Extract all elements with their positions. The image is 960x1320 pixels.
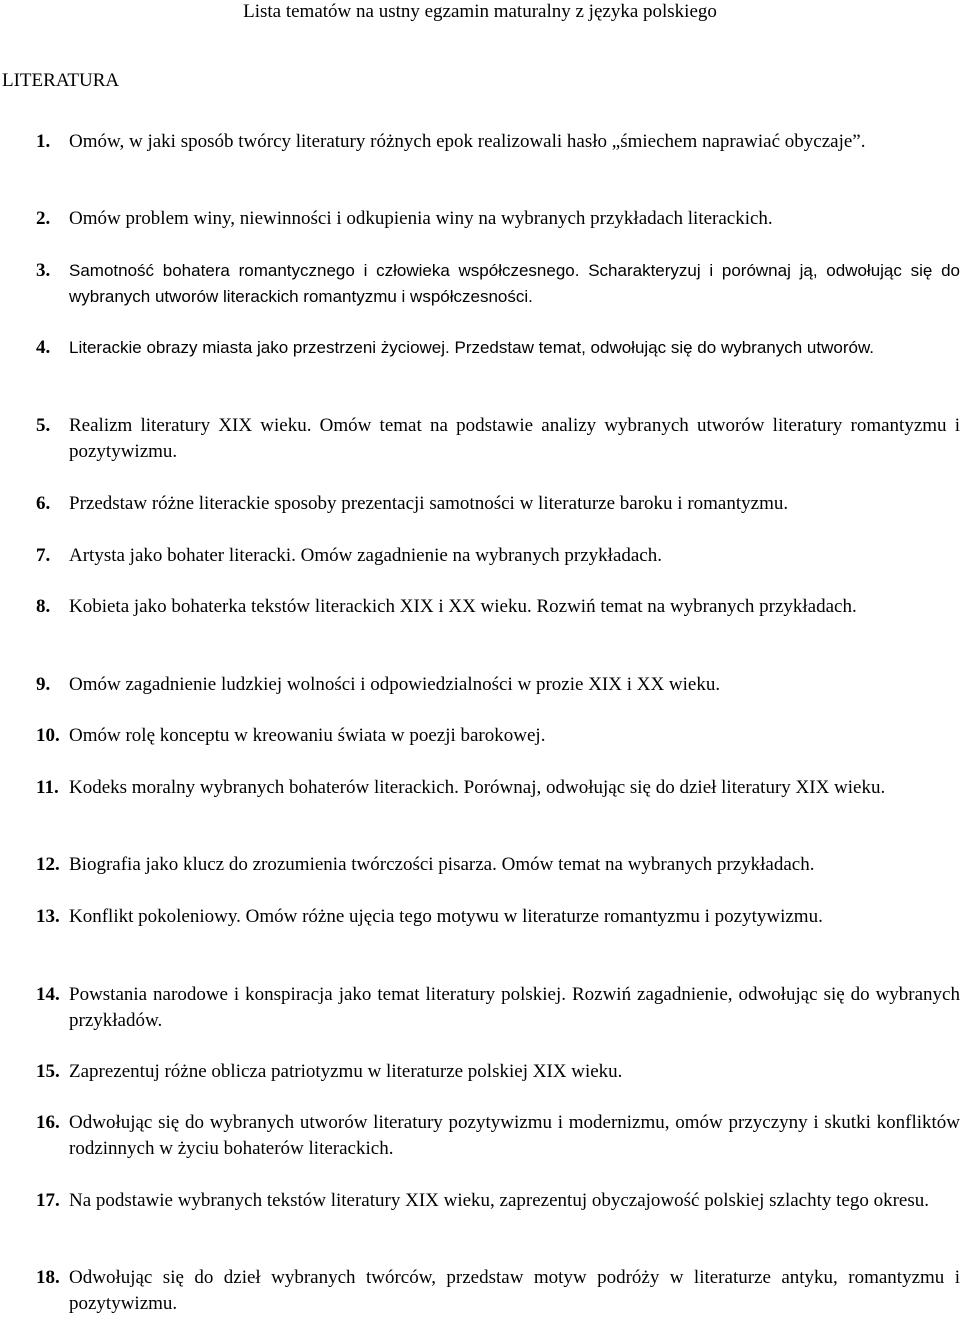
topic-number: 16. (36, 1112, 60, 1133)
topic-number: 4. (36, 337, 51, 358)
topic-number: 17. (36, 1190, 60, 1211)
section-heading-literatura: LITERATURA (2, 70, 120, 91)
topic-item-1 (36, 129, 960, 155)
topic-text: Omów rolę konceptu w kreowaniu świata w poezji barokowej. (69, 725, 546, 746)
topic-text: Odwołując się do dzieł wybranych twórców, przedstaw motyw podróży w literaturze antyku, romantyzmu i pozytywizmu. (69, 1267, 960, 1314)
topic-item-12 (36, 852, 960, 878)
topic-number: 12. (36, 854, 60, 875)
document-title: Lista tematów na ustny egzamin maturalny z języka polskiego (243, 1, 717, 22)
topic-text: Realizm literatury XIX wieku. Omów temat na podstawie analizy wybranych utworów literatury romantyzmu i pozytywizmu. (69, 415, 960, 462)
topic-text: Omów zagadnienie ludzkiej wolności i odpowiedzialności w prozie XIX i XX wieku. (69, 674, 721, 695)
topic-item-17 (36, 1188, 960, 1214)
topic-item-10 (36, 723, 960, 749)
topic-item-9 (36, 672, 960, 698)
topic-number: 8. (36, 596, 51, 617)
topic-text: Artysta jako bohater literacki. Omów zagadnienie na wybranych przykładach. (69, 545, 662, 566)
topic-item-3 (36, 258, 960, 310)
topic-number: 15. (36, 1061, 60, 1082)
topic-item-16 (36, 1110, 960, 1162)
topic-text: Powstania narodowe i konspiracja jako temat literatury polskiej. Rozwiń zagadnienie, odwołując się do wybranych przykładów. (69, 984, 960, 1031)
topic-text: Kodeks moralny wybranych bohaterów literackich. Porównaj, odwołując się do dzieł literatury XIX wieku. (69, 777, 886, 798)
topic-item-13 (36, 904, 960, 930)
topic-number: 7. (36, 545, 51, 566)
topic-text: Omów problem winy, niewinności i odkupienia winy na wybranych przykładach literackich. (69, 208, 773, 229)
topic-text: Kobieta jako bohaterka tekstów literackich XIX i XX wieku. Rozwiń temat na wybranych przykładach. (69, 596, 857, 617)
topic-text: Zaprezentuj różne oblicza patriotyzmu w literaturze polskiej XIX wieku. (69, 1061, 623, 1082)
topic-text: Biografia jako klucz do zrozumienia twórczości pisarza. Omów temat na wybranych przykładach. (69, 854, 815, 875)
topic-item-8 (36, 594, 960, 620)
topic-text: Odwołując się do wybranych utworów literatury pozytywizmu i modernizmu, omów przyczyny i skutki konfliktów rodzinnych w życiu bohaterów literackich. (69, 1112, 960, 1159)
topic-number: 6. (36, 493, 51, 514)
topic-text: Przedstaw różne literackie sposoby prezentacji samotności w literaturze baroku i romantyzmu. (69, 493, 789, 514)
topic-item-14 (36, 982, 960, 1034)
topic-item-6 (36, 491, 960, 517)
topic-number: 3. (36, 260, 51, 281)
topic-text: Samotność bohatera romantycznego i człowieka współczesnego. Scharakteryzuj i porównaj ją, odwołując się do wybranych utworów literackich romantyzmu i współczesności. (69, 261, 960, 306)
topic-item-11 (36, 775, 960, 801)
topic-number: 18. (36, 1267, 60, 1288)
topic-item-18 (36, 1265, 960, 1317)
topic-number: 13. (36, 906, 60, 927)
topic-item-7 (36, 543, 960, 569)
topic-number: 1. (36, 131, 51, 152)
topic-number: 10. (36, 725, 60, 746)
topic-text: Konflikt pokoleniowy. Omów różne ujęcia tego motywu w literaturze romantyzmu i pozytywizmu. (69, 906, 823, 927)
topic-item-4 (36, 335, 960, 361)
topic-number: 9. (36, 674, 51, 695)
topic-text: Na podstawie wybranych tekstów literatury XIX wieku, zaprezentuj obyczajowość polskiej szlachty tego okresu. (69, 1190, 930, 1211)
topic-item-2 (36, 206, 960, 232)
topic-number: 14. (36, 984, 60, 1005)
topic-text: Omów, w jaki sposób twórcy literatury różnych epok realizowali hasło „śmiechem naprawiać obyczaje”. (69, 131, 866, 152)
topic-text: Literackie obrazy miasta jako przestrzeni życiowej. Przedstaw temat, odwołując się do wybranych utworów. (69, 338, 875, 357)
topic-number: 2. (36, 208, 51, 229)
topic-item-15 (36, 1059, 960, 1085)
topic-number: 5. (36, 415, 51, 436)
topic-number: 11. (36, 777, 59, 798)
topic-item-5 (36, 413, 960, 465)
